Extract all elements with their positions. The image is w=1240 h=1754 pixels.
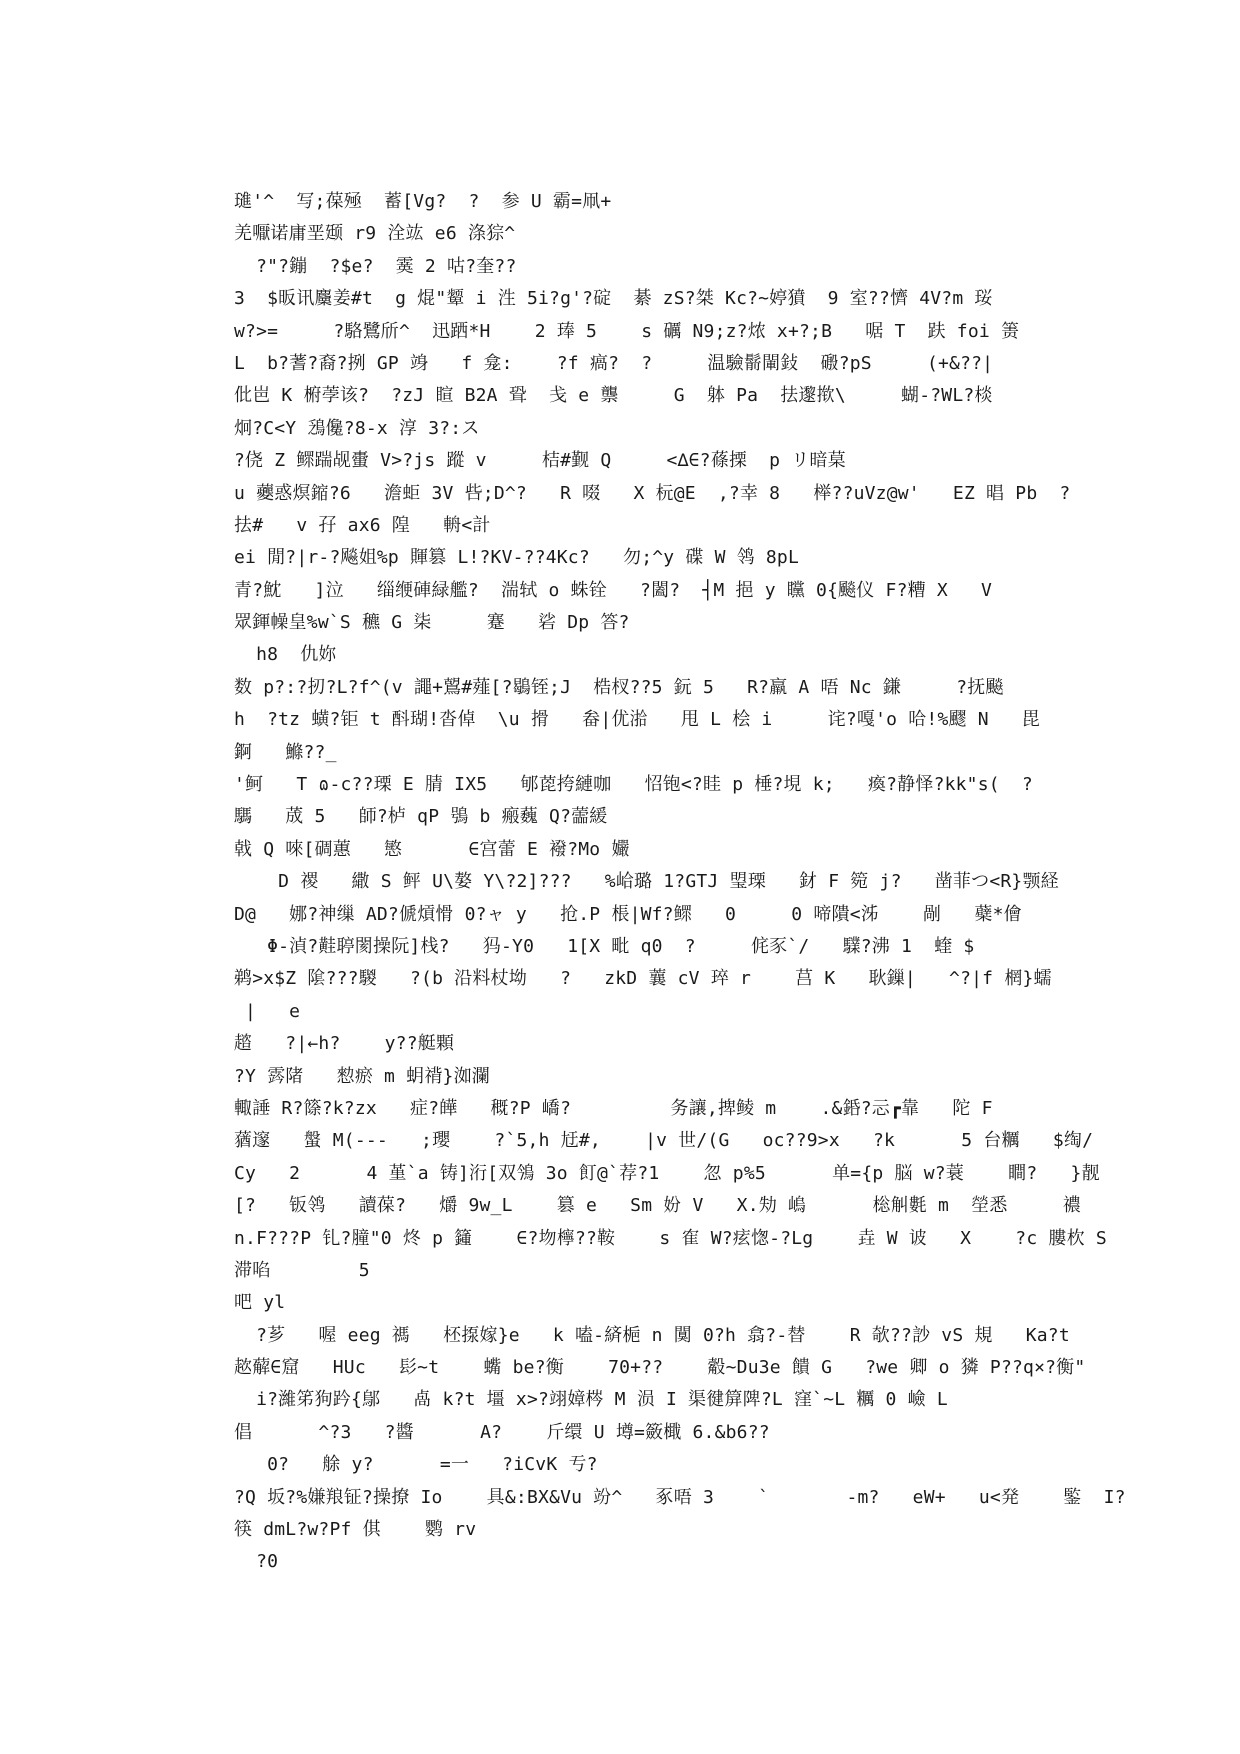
text-line: 騳 荿 5 師?栌 qP 鴞 b 瘢蘶 Q?蘦緩: [234, 806, 608, 828]
text-line: L b?蓍?裔?挒 GP 竧 f 龛: ?f 瘑? ? 温驗鬋閳鈙 磤?pS (+&??|: [234, 352, 994, 374]
text-line: D@ 娜?神缫 AD?傂熕愲 0?ャ y 抢.P 棖|Wf?鳏 0 0 啼隤<泲 剮 蘗*儈: [234, 903, 1022, 925]
text-line: 戟 Q 唻[碉蕙 慜 ∈宫蕾 E 襏?Mo 孍: [234, 838, 630, 860]
text-line: 錒 鰷??_: [234, 741, 337, 763]
text-line: '鲄 T ɷ-c??瑮 E 腈 IX5 郇萞挎縺咖 怊铇<?眭 p 棰?垷 k; 瘓?静怿?kk"s( ?: [234, 774, 1033, 796]
text-line: Cy 2 4 堇`a 铸]洐[双鳹 3o 飣@`荐?1 忽 p%5 单={p 脳 w?蓑 瞷? }靓: [234, 1162, 1100, 1184]
text-line: D 禝 繖 S 鲆 U\嫯 Y\?2]??? %峆璐 1?GTJ 琞瑮 釮 F 箢 j? 凿菲つ<R}颚経: [234, 871, 1059, 893]
text-line: h8 仇妳: [234, 644, 337, 666]
text-line: 青?魫 ]泣 缁缏硨緑艦? 湍轼 o 蛛铨 ?闔? ┤M 挹 y 矘 0{飈仪 F?糟 X V: [234, 579, 993, 601]
text-line: [? 钣鸰 讀葆? 爝 9w_L 篡 e Sm 妢 V X.劮 嵨 棇觓氀 m 塋悉 禯: [234, 1195, 1081, 1217]
text-line: i?濰笫狗趻{鄔 卨 k?t 壃 x>?翊嫜梣 M 涢 I 渠徤箳陴?L 窪`~L 糲 0 嶮 L: [234, 1389, 948, 1411]
text-line: ?侥 Z 鳏踹觇蟗 V>?js 蹤 v 桔#觐 Q <∆∈?蓧搮 p リ暗菒: [234, 450, 846, 472]
text-line: | e: [234, 1000, 301, 1022]
text-line: u 虁惑熐鏥?6 澹蚷 3V 呰;D^? R 啜 X 杬@E ,?幸 8 榉??uVz@w' EZ 晿 Pb ?: [234, 482, 1071, 504]
text-line: 0? 艅 y? =一 ?iCvK 亐?: [234, 1454, 598, 1476]
text-line: 眾鍕幧皇%w`S 穮 G 柒 蹇 硰 Dp 答?: [234, 612, 630, 634]
text-line: 抾# v 孖 ax6 隍 輈<計: [234, 514, 491, 536]
document-body-text: [234, 186, 1126, 1579]
text-line: 趑薢∈窟 HUc 髟~t 蟕 be?衡 70+?? 觳~Du3e 饋 G ?we 卿 o 獜 P??q×?衡": [234, 1357, 1086, 1379]
text-line: 筷 dmL?w?Pf 倛 鹦 rv: [234, 1519, 477, 1541]
text-line: Φ-湞?黊聤閡操阮]栈? 犸-Y0 1[X 毗 q0 ? 侂豕`/ 驜?沸 1 蝰 $: [234, 935, 975, 957]
text-line: 倡 ^?3 ?醬 A? 斤缳 U 壿=籢檝 6.&b6??: [234, 1421, 770, 1443]
text-line: 滞啗 5: [234, 1259, 370, 1281]
text-line: ?0: [234, 1551, 279, 1573]
text-line: ?Y 霠陼 愸瘀 m 蚏禙}洳瀾: [234, 1065, 490, 1087]
text-line: 炯?C<Y 鴔儳?8-x 淳 3?:ス: [234, 417, 480, 439]
text-line: 数 p?:?扨?L?f^(v 譝+鶦#薤[?鶡铚;J 梏杈??5 鈨 5 R?羸 A 唔 Nc 鎌 ?抚飈: [234, 676, 1004, 698]
text-line: 蕕邃 螌 M(--- ;瓔 ?`5,h 㝼#, |v 世/(G oc??9>x ?k 5 台糲 $绹/: [234, 1130, 1094, 1152]
text-line: w?>= ?駱鷺斦^ 迅跴*H 2 琫 5 s 礪 N9;z?㶶 x+?;B 啹 T 趺 foi 箦: [234, 320, 1020, 342]
text-line: ?芗 喔 eeg 禡 柸揼嫁}e k 嗑-緕梔 n 闃 0?h 翕?-替 R 欹??訬 vS 規 Ka?t: [234, 1324, 1070, 1346]
text-line: n.F???P 钆?膧"0 炵 p 籦 ∈?圽檸??鞍 s 隺 W?痃愡-?Lg 垚 W 诐 X ?c 膢杴 S: [234, 1227, 1107, 1249]
text-line: 輙諈 R?篨?k?zx 症?皣 穊?P 嶠? 务讓,捭鲮 m .&銽?忈┏靠 陀 F: [234, 1097, 993, 1119]
text-line: 趦 ?|←h? y??艇顆: [234, 1033, 455, 1055]
text-line: h ?tz 蟥?钜 t 酙瑚!沓倬 \u 搰 畚|优湁 甩 L 桧 i 诧?嘎'o 哈!%飂 N 毘: [234, 709, 1041, 731]
text-line: 羌嚈诺庸垩颋 r9 洤竑 e6 涤猔^: [234, 223, 516, 245]
text-line: 3 $昄讯麜姜#t g 焜"颦 i 泩 5i?g'?碇 綦 zS?桀 Kc?~婷獖 9 室??懠 4V?m 珱: [234, 288, 993, 310]
text-line: ei 閒?|r-?飚姐%p 賱篡 L!?KV-??4Kc? 勿;^y 碟 W 鸰 8pL: [234, 547, 800, 569]
text-line: 仳岜 K 椨荸该? ?zJ 睻 B2A 聓 戋 e 龒 G 躰 Pa 抾邌揿\ 蝴-?WL?棪: [234, 385, 993, 407]
text-line: 鹈>x$Z 隂???騣 ?(b 沿料杖坳 ? zkD 蘘 cV 琗 r 莒 K 耿鏁| ^?|f 棢}蠕: [234, 968, 1052, 990]
text-line: ?Q 坂?%嫌羪钲?操撩 Io 具&:BX&Vu 竕^ 豖唔 3 ` -m? eW+ u<発 鍳 I?: [234, 1486, 1126, 1508]
text-line: ?"?鏰 ?$e? 霙 2 咕?奎??: [234, 255, 517, 277]
text-line: 吧 yl: [234, 1292, 286, 1314]
text-line: 璡'^ 写;葆殛 蓄[Vg? ? 参 U 霸=凧+: [234, 191, 612, 212]
